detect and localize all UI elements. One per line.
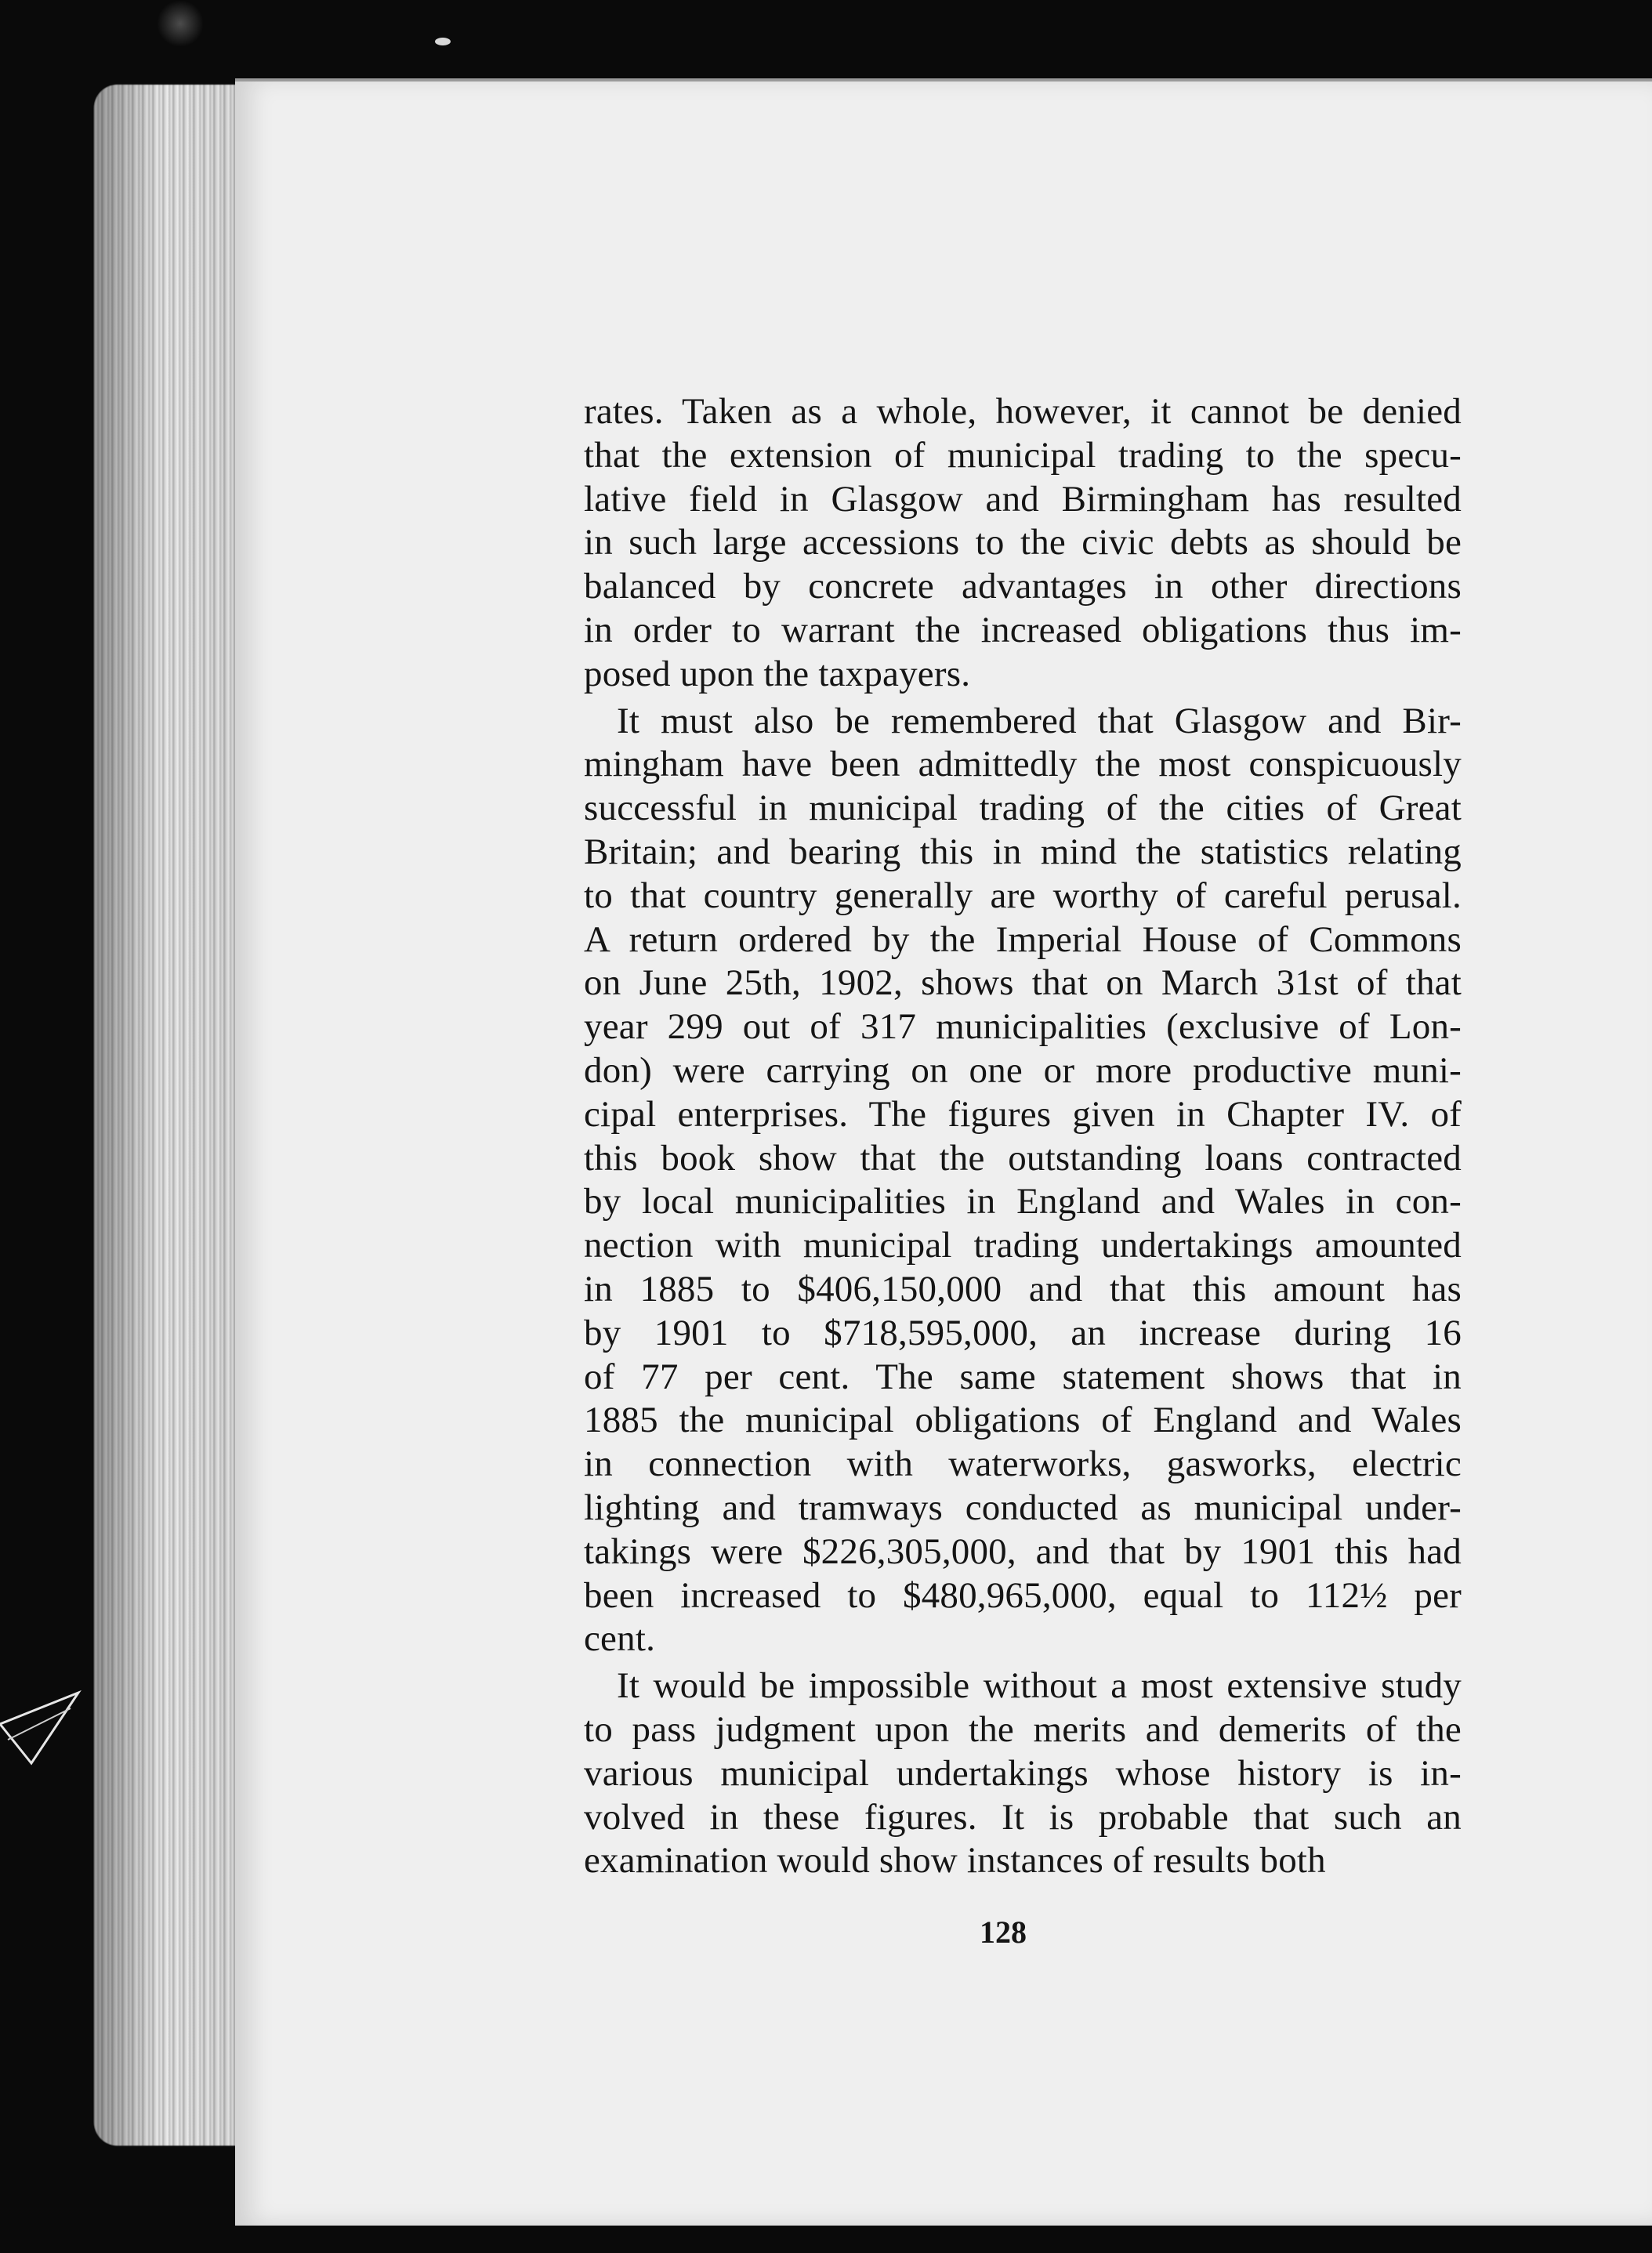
text-line: by local municipalities in England and Wales in con- (584, 1181, 1462, 1222)
paragraph (584, 1664, 1462, 1883)
text-line: by 1901 to $718,595,000, an increase during 16 (584, 1312, 1462, 1353)
text-line: posed upon the taxpayers. (584, 653, 971, 694)
text-line: various municipal undertakings whose history is in- (584, 1752, 1462, 1794)
text-line: on June 25th, 1902, shows that on March 31st of that (584, 962, 1462, 1004)
scan-glare (157, 0, 204, 47)
dust-speck (435, 38, 451, 45)
text-line: A return ordered by the Imperial House of Commons (584, 918, 1462, 960)
text-line: takings were $226,305,000, and that by 1901 this had (584, 1530, 1462, 1572)
text-line: It would be impossible without a most extensive study (617, 1665, 1462, 1707)
text-line: in connection with waterworks, gasworks, electric (584, 1443, 1462, 1485)
text-line: successful in municipal trading of the cities of Great (584, 788, 1462, 829)
text-line: that the extension of municipal trading to the specu- (584, 434, 1462, 476)
text-line: in 1885 to $406,150,000 and that this amount has (584, 1268, 1462, 1309)
text-line: It must also be remembered that Glasgow and Bir- (617, 700, 1462, 741)
text-line: this book show that the outstanding loans contracted (584, 1137, 1462, 1179)
text-line: to pass judgment upon the merits and demerits of the (584, 1708, 1462, 1750)
page-top-edge (235, 78, 1652, 81)
text-line: balanced by concrete advantages in other directions (584, 566, 1462, 607)
text-line: in such large accessions to the civic debts as should be (584, 522, 1462, 563)
text-line: in order to warrant the increased obligations thus im- (584, 609, 1462, 650)
text-line: Britain; and bearing this in mind the statistics relating (584, 831, 1462, 872)
text-line: been increased to $480,965,000, equal to 112½ per (584, 1574, 1462, 1616)
text-line: of 77 per cent. The same statement shows that in (584, 1356, 1462, 1397)
text-line: 1885 the municipal obligations of England and Wales (584, 1400, 1462, 1441)
text-line: lighting and tramways conducted as municipal under- (584, 1487, 1462, 1528)
text-line: cipal enterprises. The figures given in Chapter IV. of (584, 1093, 1462, 1135)
text-line: to that country generally are worthy of careful perusal. (584, 875, 1462, 916)
text-line: lative field in Glasgow and Birmingham has resulted (584, 478, 1462, 520)
text-line: volved in these figures. It is probable that such an (584, 1796, 1462, 1838)
bookmark-ribbon (0, 1661, 102, 1787)
text-line: mingham have been admittedly the most conspicuously (584, 744, 1462, 785)
text-line: cent. (584, 1618, 656, 1660)
paragraph (584, 700, 1462, 1662)
page-number: 128 (980, 1914, 1027, 1950)
text-line: nection with municipal trading undertakings amounted (584, 1225, 1462, 1266)
text-line: year 299 out of 317 municipalities (exclusive of Lon- (584, 1006, 1462, 1048)
body-text (584, 390, 1462, 1883)
text-line: examination would show instances of results both (584, 1840, 1326, 1882)
text-line: don) were carrying on one or more productive muni- (584, 1049, 1462, 1091)
text-line: rates. Taken as a whole, however, it cannot be denied (584, 391, 1462, 432)
paragraph (584, 390, 1462, 697)
